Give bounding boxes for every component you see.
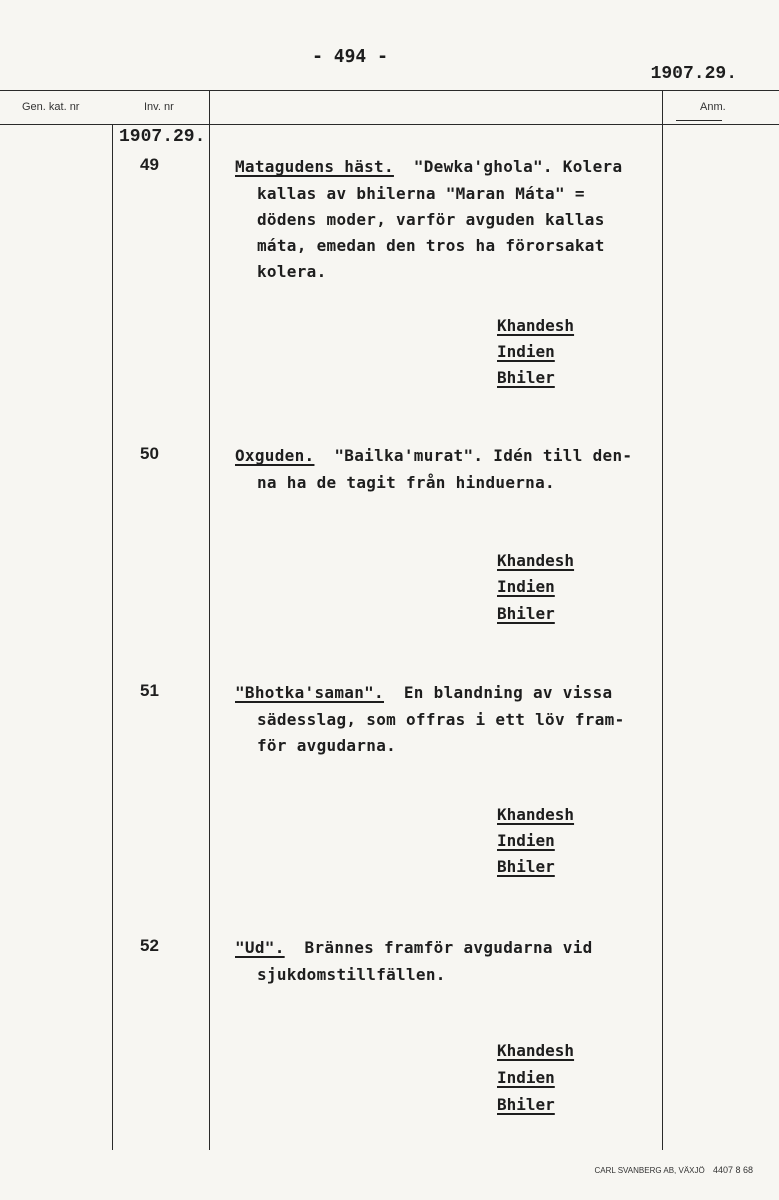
printer-name: CARL SVANBERG AB, VÄXJÖ	[594, 1166, 705, 1175]
entry-text-line: dödens moder, varför avguden kallas	[257, 210, 605, 229]
region-tag: Khandesh	[497, 551, 575, 570]
page-number: - 494 -	[312, 46, 388, 67]
entry-title: "Bhotka'saman".	[235, 683, 384, 702]
entry-number: 49	[140, 155, 159, 174]
column-divider-gen	[112, 124, 113, 1150]
entry-number: 50	[140, 444, 159, 463]
column-header-inv: Inv. nr	[144, 101, 174, 113]
region-tag: Khandesh	[497, 805, 575, 824]
entry-text-line: sjukdomstillfällen.	[257, 965, 446, 984]
reference-number: 1907.29.	[650, 64, 737, 84]
entry-title: Oxguden.	[235, 446, 315, 465]
entry-number: 51	[140, 681, 159, 700]
entry-text-line: Brännes framför avgudarna vid	[284, 938, 593, 957]
entry-number: 52	[140, 936, 159, 955]
column-header-anm: Anm.	[700, 101, 726, 113]
form-code: 4407 8 68	[712, 1165, 753, 1175]
entry-first-line	[235, 157, 622, 176]
entry-text-line: En blandning av vissa	[384, 683, 613, 702]
entry-text-line: "Bailka'murat". Idén till den-	[314, 446, 633, 465]
column-divider-inv	[209, 91, 210, 1150]
entry-text-line: kolera.	[257, 262, 327, 281]
entry-text-line: kallas av bhilerna "Maran Máta" =	[257, 184, 585, 203]
entry-text-line: för avgudarna.	[257, 736, 397, 755]
people-tag: Bhiler	[497, 857, 555, 876]
people-tag: Bhiler	[497, 1095, 555, 1114]
country-tag: Indien	[497, 342, 555, 361]
entry-first-line	[235, 938, 593, 957]
people-tag: Bhiler	[497, 368, 555, 387]
entry-text-line: máta, emedan den tros ha förorsakat	[257, 236, 605, 255]
entry-title: Matagudens häst.	[235, 157, 394, 176]
column-header-gen-kat: Gen. kat. nr	[22, 101, 80, 113]
inventory-year: 1907.29.	[119, 127, 206, 147]
people-tag: Bhiler	[497, 604, 555, 623]
entry-text-line: "Dewka'ghola". Kolera	[393, 157, 623, 176]
country-tag: Indien	[497, 577, 555, 596]
entry-first-line	[235, 446, 632, 465]
entry-text-line: na ha de tagit från hinduerna.	[257, 473, 555, 492]
entry-title: "Ud".	[235, 938, 285, 957]
region-tag: Khandesh	[497, 1041, 575, 1060]
country-tag: Indien	[497, 1068, 555, 1087]
country-tag: Indien	[497, 831, 555, 850]
column-divider-anm	[662, 91, 663, 1150]
printer-imprint	[594, 1165, 753, 1175]
anm-underline	[676, 120, 722, 121]
region-tag: Khandesh	[497, 316, 575, 335]
entry-text-line: sädesslag, som offras i ett löv fram-	[257, 710, 625, 729]
entry-first-line	[235, 683, 612, 702]
